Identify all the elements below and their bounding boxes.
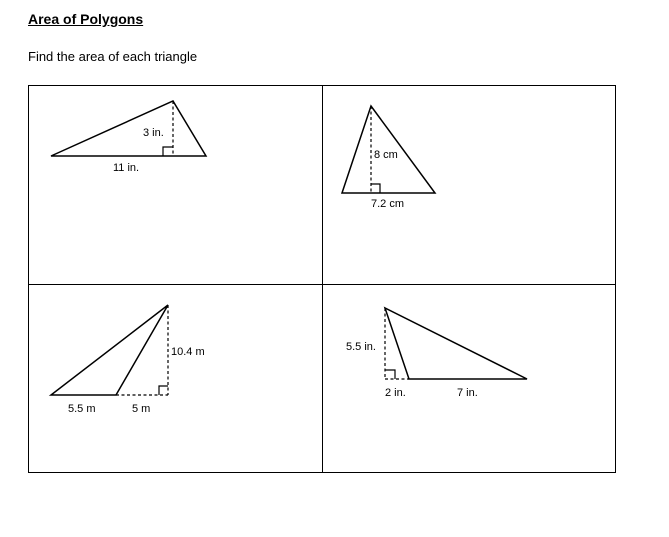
right-angle-marker (371, 184, 380, 193)
base-label: 7 in. (457, 387, 478, 399)
triangle-figure-4 (323, 285, 615, 472)
problem-cell-2 (323, 86, 615, 284)
problem-cell-4 (323, 285, 615, 472)
triangle-shape (51, 305, 168, 395)
right-angle-marker (385, 370, 395, 379)
triangle-shape (385, 308, 527, 379)
height-label: 10.4 m (171, 346, 205, 358)
problem-cell-3 (29, 285, 322, 472)
triangle-figure-1 (29, 86, 322, 284)
base-label: 7.2 cm (371, 198, 405, 210)
base-label: 5.5 m (68, 403, 96, 415)
height-label: 5.5 in. (346, 341, 376, 353)
page-title: Area of Polygons (28, 11, 144, 27)
instruction-text: Find the area of each triangle (28, 49, 198, 64)
height-label: 3 in. (143, 127, 164, 139)
problem-grid (28, 85, 616, 473)
extension-label: 5 m (132, 403, 151, 415)
problem-cell-1 (29, 86, 322, 284)
triangle-figure-3 (29, 285, 322, 472)
right-angle-marker (159, 386, 168, 395)
triangle-shape (51, 101, 206, 156)
triangle-figure-2 (323, 86, 615, 284)
base-label: 11 in. (113, 162, 140, 174)
height-label: 8 cm (374, 149, 398, 161)
right-angle-marker (163, 147, 173, 156)
extension-label: 2 in. (385, 387, 406, 399)
